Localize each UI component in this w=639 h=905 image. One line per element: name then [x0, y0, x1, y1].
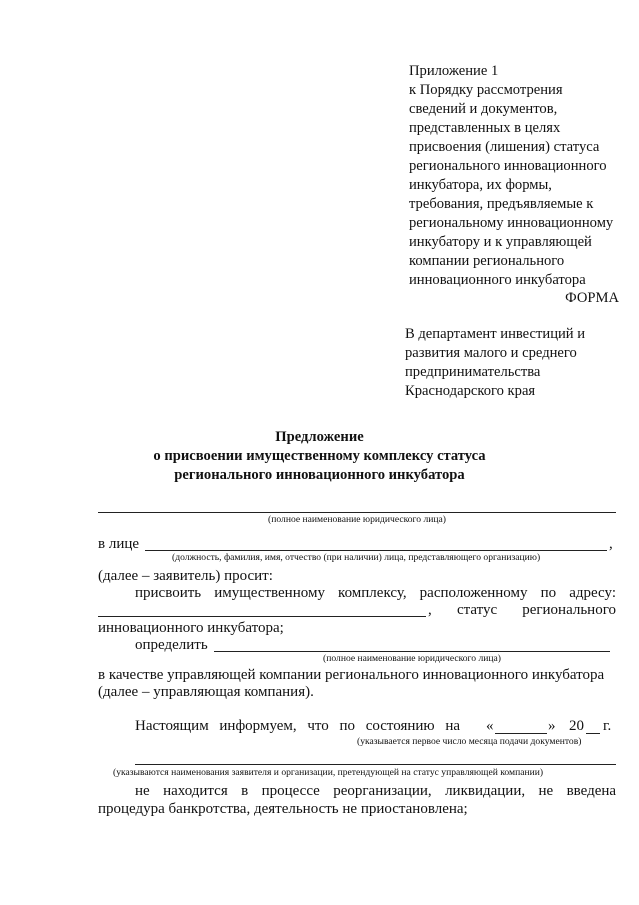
- appendix-line: представленных в целях: [409, 120, 561, 136]
- date-year-field-line: [586, 733, 600, 734]
- legal-name-field-line: [98, 512, 616, 513]
- date-year-prefix: 20: [569, 718, 584, 734]
- appendix-line: инкубатору и к управляющей: [409, 234, 592, 250]
- management-company-field-line: [214, 651, 610, 652]
- title-line-1: Предложение: [275, 429, 364, 445]
- appendix-line: инкубатора, их формы,: [409, 177, 552, 193]
- appendix-line: к Порядку рассмотрения: [409, 82, 563, 98]
- appendix-line: регионального инновационного: [409, 158, 607, 174]
- addressee-block: [405, 325, 585, 401]
- word: состоянию: [365, 718, 435, 734]
- appendix-line: Приложение 1: [409, 63, 499, 79]
- appendix-line: присвоения (лишения) статуса: [409, 139, 600, 155]
- word: по: [339, 718, 355, 734]
- document-title: [0, 428, 639, 485]
- title-line-3: регионального инновационного инкубатора: [174, 467, 465, 483]
- not-process-line: [135, 782, 616, 801]
- addressee-line: предпринимательства: [405, 364, 541, 380]
- word: реорганизации,: [333, 783, 432, 799]
- word: на: [445, 718, 461, 734]
- hint-legal-name: (полное наименование юридического лица): [268, 514, 446, 525]
- word: расположенному: [419, 585, 528, 601]
- form-label: ФОРМА: [565, 290, 619, 306]
- appendix-line: компании регионального: [409, 253, 565, 269]
- incubator-line: инновационного инкубатора;: [98, 620, 284, 636]
- word: процессе: [261, 783, 320, 799]
- word: в: [241, 783, 249, 799]
- word: статус: [457, 602, 498, 618]
- word: Настоящим: [135, 718, 209, 734]
- applicant-request: (далее – заявитель) просит:: [98, 568, 273, 584]
- word: адресу:: [569, 585, 616, 601]
- addressee-line: В департамент инвестиций и: [405, 326, 586, 342]
- addressee-line: развития малого и среднего: [405, 345, 577, 361]
- inform-words: [135, 717, 460, 736]
- title-line-2: о присвоении имущественному комплексу статуса: [153, 448, 486, 464]
- in-person-label: в лице: [98, 536, 140, 552]
- hint-date: (указывается первое число месяца подачи документов): [357, 736, 582, 747]
- word: комплексу,: [338, 585, 407, 601]
- date-day-field-line: [495, 733, 547, 734]
- date-open-quote: «: [486, 718, 494, 734]
- date-year-suffix: г.: [603, 718, 612, 734]
- in-person-comma: ,: [609, 536, 613, 552]
- names-field-line: [135, 764, 616, 765]
- date-close-quote: »: [548, 718, 556, 734]
- word: находится: [163, 783, 228, 799]
- as-management-line-1: в качестве управляющей компании регионального инновационного инкубатора: [98, 667, 605, 683]
- appendix-line: региональному инновационному: [409, 215, 614, 231]
- appendix-line: требования, предъявляемые к: [409, 196, 594, 212]
- word: информуем,: [219, 718, 297, 734]
- word: имущественному: [214, 585, 325, 601]
- word: регионального: [522, 602, 616, 618]
- bankruptcy-line: процедура банкротства, деятельность не приостановлена;: [98, 801, 468, 817]
- status-comma: ,: [428, 602, 432, 618]
- as-management-line-2: (далее – управляющая компания).: [98, 684, 314, 700]
- word: не: [538, 783, 554, 799]
- determine-label: определить: [135, 637, 208, 653]
- addressee-line: Краснодарского края: [405, 383, 536, 399]
- status-words: [457, 601, 616, 620]
- word: ликвидации,: [445, 783, 526, 799]
- word: не: [135, 783, 150, 799]
- appendix-block: [409, 62, 613, 290]
- word: присвоить: [135, 585, 202, 601]
- appendix-line: сведений и документов,: [409, 101, 558, 117]
- word: введена: [566, 783, 617, 799]
- hint-person: (должность, фамилия, имя, отчество (при наличии) лица, представляющего организацию): [172, 552, 541, 563]
- word: по: [540, 585, 557, 601]
- appendix-line: инновационного инкубатора: [409, 272, 586, 288]
- word: что: [307, 718, 329, 734]
- hint-names: (указываются наименования заявителя и организации, претендующей на статус управляющей компании): [113, 767, 544, 778]
- address-field-line: [98, 616, 426, 617]
- hint-legal-name-2: (полное наименование юридического лица): [323, 653, 501, 664]
- person-field-line: [145, 550, 607, 551]
